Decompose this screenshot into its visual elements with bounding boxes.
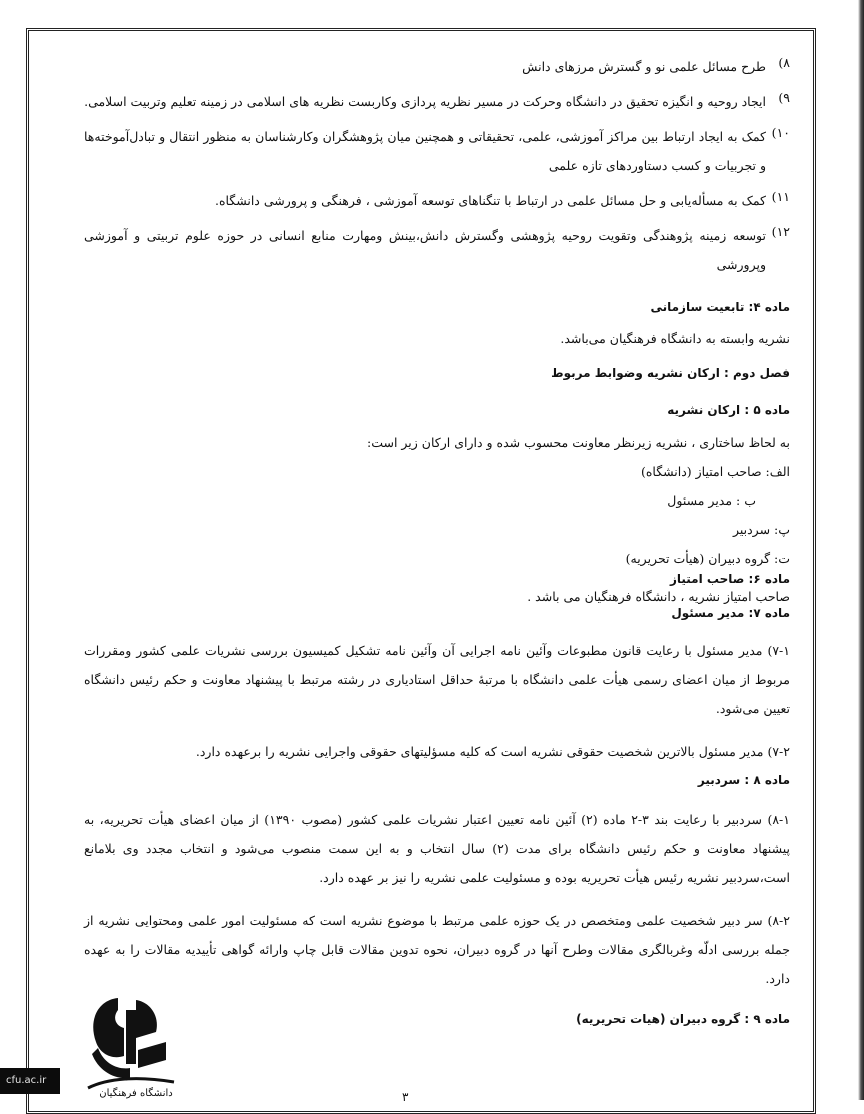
madde5-be: ب : مدیر مسئول bbox=[667, 493, 756, 508]
university-logo bbox=[78, 990, 188, 1100]
madde5-pe: پ: سردبیر bbox=[732, 522, 790, 537]
list-item bbox=[84, 87, 790, 116]
list-text: طرح مسائل علمی نو و گسترش مرزهای دانش bbox=[522, 59, 766, 74]
list-text: کمک به ایجاد ارتباط بین مراکز آموزشی، علمی، تحقیقاتی و همچنین میان پژوهشگران وکارشناسان به منظور انتقال و تبادل‌آموخته‌ها و تجربیات و کسب دستاوردهای تازه علمی bbox=[84, 129, 766, 173]
list-number: ١٠) bbox=[771, 125, 790, 140]
madde8-paragraph-1: ۸-۱) سردبیر با رعایت بند ۳-۲ ماده (۲) آئین نامه تعیین اعتبار نشریات علمی کشور (مصوب ۱۳۹۰) از میان اعضای هیأت تحریریه، به پیشنهاد معاونت و حکم رئیس دانشگاه برای مدت (۲) سال انتخاب و به این سمت منصوب می‌شود و انتخاب مجدد وی بلامانع است،سردبیر نشریه رئیس هیأت تحریریه بوده و مسئولیت علمی نشریه را نیز بر عهده دارد. bbox=[84, 812, 790, 885]
madde5-te: ت: گروه دبیران (هیأت تحریریه) bbox=[625, 551, 790, 566]
section-heading-madde7: ماده ۷: مدیر مسئول bbox=[671, 606, 790, 620]
list-text: توسعه زمینه پژوهندگی وتقویت روحیه پژوهشی وگسترش دانش،بینش ومهارت منابع انسانی در حوزه علوم تربیتی و آموزشی وپرورشی bbox=[84, 228, 766, 272]
madde5-intro: به لحاظ ساختاری ، نشریه زیرنظر معاونت محسوب شده و دارای ارکان زیر است: bbox=[367, 435, 790, 450]
madde6-text: صاحب امتیاز نشریه ، دانشگاه فرهنگیان می باشد . bbox=[527, 589, 790, 604]
logo-text: دانشگاه فرهنگیان bbox=[99, 1088, 173, 1099]
madde5-alef: الف: صاحب امتیاز (دانشگاه) bbox=[640, 464, 790, 479]
section-heading-madde9: ماده ۹ : گروه دبیران (هیات تحریریه) bbox=[576, 1012, 790, 1026]
list-item bbox=[84, 186, 790, 215]
list-number: ١١) bbox=[771, 189, 790, 204]
list-item bbox=[84, 122, 790, 180]
website-tag: cfu.ac.ir bbox=[0, 1068, 60, 1094]
section-heading-madde8: ماده ۸ : سردبیر bbox=[697, 773, 790, 787]
madde8-paragraph-2: ۸-۲) سر دبیر شخصیت علمی ومتخصص در یک حوزه علمی مرتبط با موضوع نشریه است که مسئولیت امور علمی ومحتوایی نشریه از جمله بررسی ادلّه وغربالگری مقالات وطرح آنها در گروه دبیران، نحوه تدوین مقالات قابل چاپ وارائه گواهی تأییدیه مقالات را به عهده دارد. bbox=[84, 913, 790, 986]
scan-edge bbox=[858, 0, 864, 1100]
list-item bbox=[84, 221, 790, 279]
page-number: ۳ bbox=[402, 1090, 409, 1104]
list-item bbox=[84, 52, 790, 81]
list-number: ١٢) bbox=[771, 224, 790, 239]
section-heading-madde5: ماده ۵ : ارکان نشریه bbox=[667, 403, 790, 417]
list-number: ٩) bbox=[778, 90, 790, 105]
list-number: ٨) bbox=[778, 55, 790, 70]
list-text: ایجاد روحیه و انگیزه تحقیق در دانشگاه وحرکت در مسیر نظریه پردازی وکاربست نظریه های اسلامی در زمینه تعلیم وتربیت اسلامی. bbox=[84, 94, 766, 109]
madde7-paragraph-1: ۷-۱) مدیر مسئول با رعایت قانون مطبوعات وآئین نامه اجرایی آن وآئین نامه تشکیل کمیسیون بررسی نشریات علمی کشور ومقررات مربوط از میان اعضای رسمی هیأت علمی دانشگاه با مرتبهٔ حداقل استادیاری در رشته مرتبط با پیشنهاد معاونت و حکم رئیس دانشگاه تعیین می‌شود. bbox=[84, 643, 790, 716]
chapter-heading: فصل دوم : ارکان نشریه وضوابط مربوط bbox=[551, 366, 790, 380]
document-body bbox=[84, 52, 790, 1030]
list-text: کمک به مسأله‌یابی و حل مسائل علمی در ارتباط با تنگناهای توسعه آموزشی ، فرهنگی و پرورشی دانشگاه. bbox=[214, 193, 766, 208]
madde4-text: نشریه وابسته به دانشگاه فرهنگیان می‌باشد. bbox=[560, 331, 790, 346]
section-heading-madde4: ماده ۴: تابعیت سازمانی bbox=[650, 300, 790, 314]
section-heading-madde6: ماده ۶: صاحب امتیاز bbox=[669, 572, 790, 586]
madde7-paragraph-2: ۷-۲) مدیر مسئول بالاترین شخصیت حقوقی نشریه است که کلیه مسؤلیتهای حقوقی واجرایی نشریه را برعهده دارد. bbox=[195, 744, 790, 759]
